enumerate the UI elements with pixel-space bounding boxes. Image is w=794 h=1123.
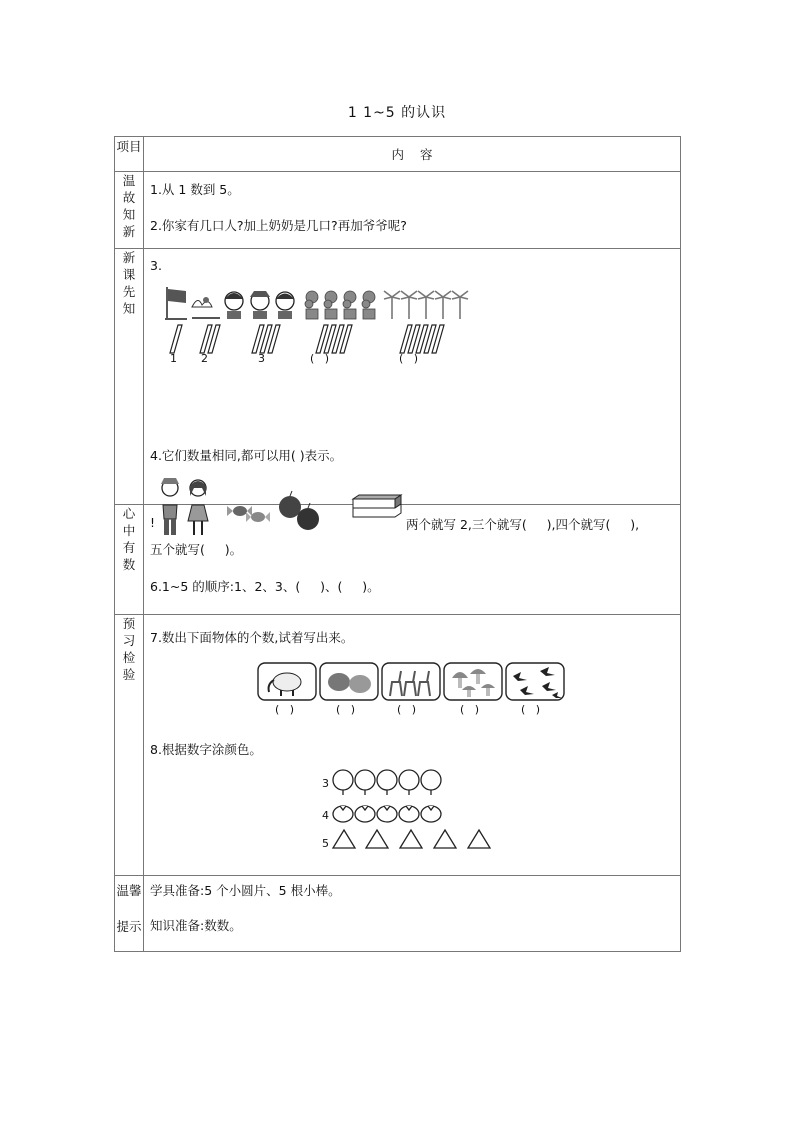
child-face-icon xyxy=(225,291,294,319)
label-wenxin-1: 温馨 xyxy=(116,883,142,898)
question-4: 4.它们数量相同,都可以用( )表示。 xyxy=(150,448,343,463)
object-blank-3: ( ) xyxy=(397,703,417,716)
object-counting-boxes xyxy=(257,662,567,702)
object-blank-1: ( ) xyxy=(275,703,295,716)
color-row-label-3: 3 xyxy=(322,777,329,790)
section-content-yuxi xyxy=(144,615,681,876)
question-5-line-2: 五个就写( )。 xyxy=(150,542,243,557)
color-row-label-4: 4 xyxy=(322,809,329,822)
header-content-cell xyxy=(144,137,681,172)
question-7: 7.数出下面物体的个数,试着写出来。 xyxy=(150,630,354,645)
question-5-mark: ! xyxy=(150,515,156,530)
question-3: 3. xyxy=(150,258,162,273)
balloon-icon xyxy=(333,770,441,795)
color-row-label-5: 5 xyxy=(322,837,329,850)
section-label-xinke: 新 课 先 知 xyxy=(115,249,144,505)
swallow-icon xyxy=(506,663,564,700)
mushroom-icon xyxy=(444,663,502,700)
object-blank-5: ( ) xyxy=(521,703,541,716)
boy-girl-icon xyxy=(154,474,214,504)
section-content-xinke xyxy=(144,249,681,505)
header-content: 内 容 xyxy=(391,147,433,162)
page-title: 1 1~5 的认识 xyxy=(347,105,447,121)
flag-icon xyxy=(165,287,187,320)
section-label-wenxin xyxy=(115,876,144,952)
palm-tree-icon xyxy=(384,291,468,319)
section-content-wenxin xyxy=(144,876,681,952)
section-label-xinzhong: 心 中 有 数 xyxy=(115,505,144,615)
coloring-shapes xyxy=(332,768,502,858)
stick-number-3: 3 xyxy=(258,352,265,365)
question-5-line-1: 两个就写 2,三个就写( ),四个就写( ), xyxy=(406,517,640,532)
object-blank-4: ( ) xyxy=(460,703,480,716)
question-1: 1.从 1 数到 5。 xyxy=(150,182,240,197)
header-item: 项目 xyxy=(116,139,142,154)
section-content-wengu xyxy=(144,172,681,249)
question-8: 8.根据数字涂颜色。 xyxy=(150,742,262,757)
tip-line-1: 学具准备:5 个小圆片、5 根小棒。 xyxy=(150,883,341,898)
section-label-yuxi: 预 习 检 验 xyxy=(115,615,144,876)
stick-icon xyxy=(170,325,444,353)
counting-pictures xyxy=(164,285,484,321)
label-wenxin-2: 提示 xyxy=(116,919,142,934)
stick-number-2: 2 xyxy=(201,352,208,365)
worksheet-table xyxy=(114,136,681,952)
stick-number-blank-4: ( ) xyxy=(310,352,330,365)
header-item-cell xyxy=(115,137,144,172)
question-6: 6.1~5 的顺序:1、2、3、( )、( )。 xyxy=(150,579,380,594)
boy-girl-body-icon xyxy=(154,505,214,539)
hippo-icon xyxy=(320,663,378,700)
apple-icon xyxy=(276,493,326,533)
triangle-icon xyxy=(333,830,490,848)
elephant-icon xyxy=(258,663,316,700)
tip-line-2: 知识准备:数数。 xyxy=(150,918,242,933)
books-icon xyxy=(349,493,405,523)
section-label-wengu: 温 故 知 新 xyxy=(115,172,144,249)
question-2: 2.你家有几口人?加上奶奶是几口?再加爷爷呢? xyxy=(150,218,407,233)
stick-number-blank-5: ( ) xyxy=(399,352,419,365)
flowerpot-icon xyxy=(305,291,375,319)
candy-icon xyxy=(226,501,270,525)
section-content-xinzhong xyxy=(144,505,681,615)
bird-icon xyxy=(192,297,220,318)
apple-outline-icon xyxy=(333,806,441,822)
object-blank-2: ( ) xyxy=(336,703,356,716)
stick-number-1: 1 xyxy=(170,352,177,365)
deer-icon xyxy=(382,663,440,700)
